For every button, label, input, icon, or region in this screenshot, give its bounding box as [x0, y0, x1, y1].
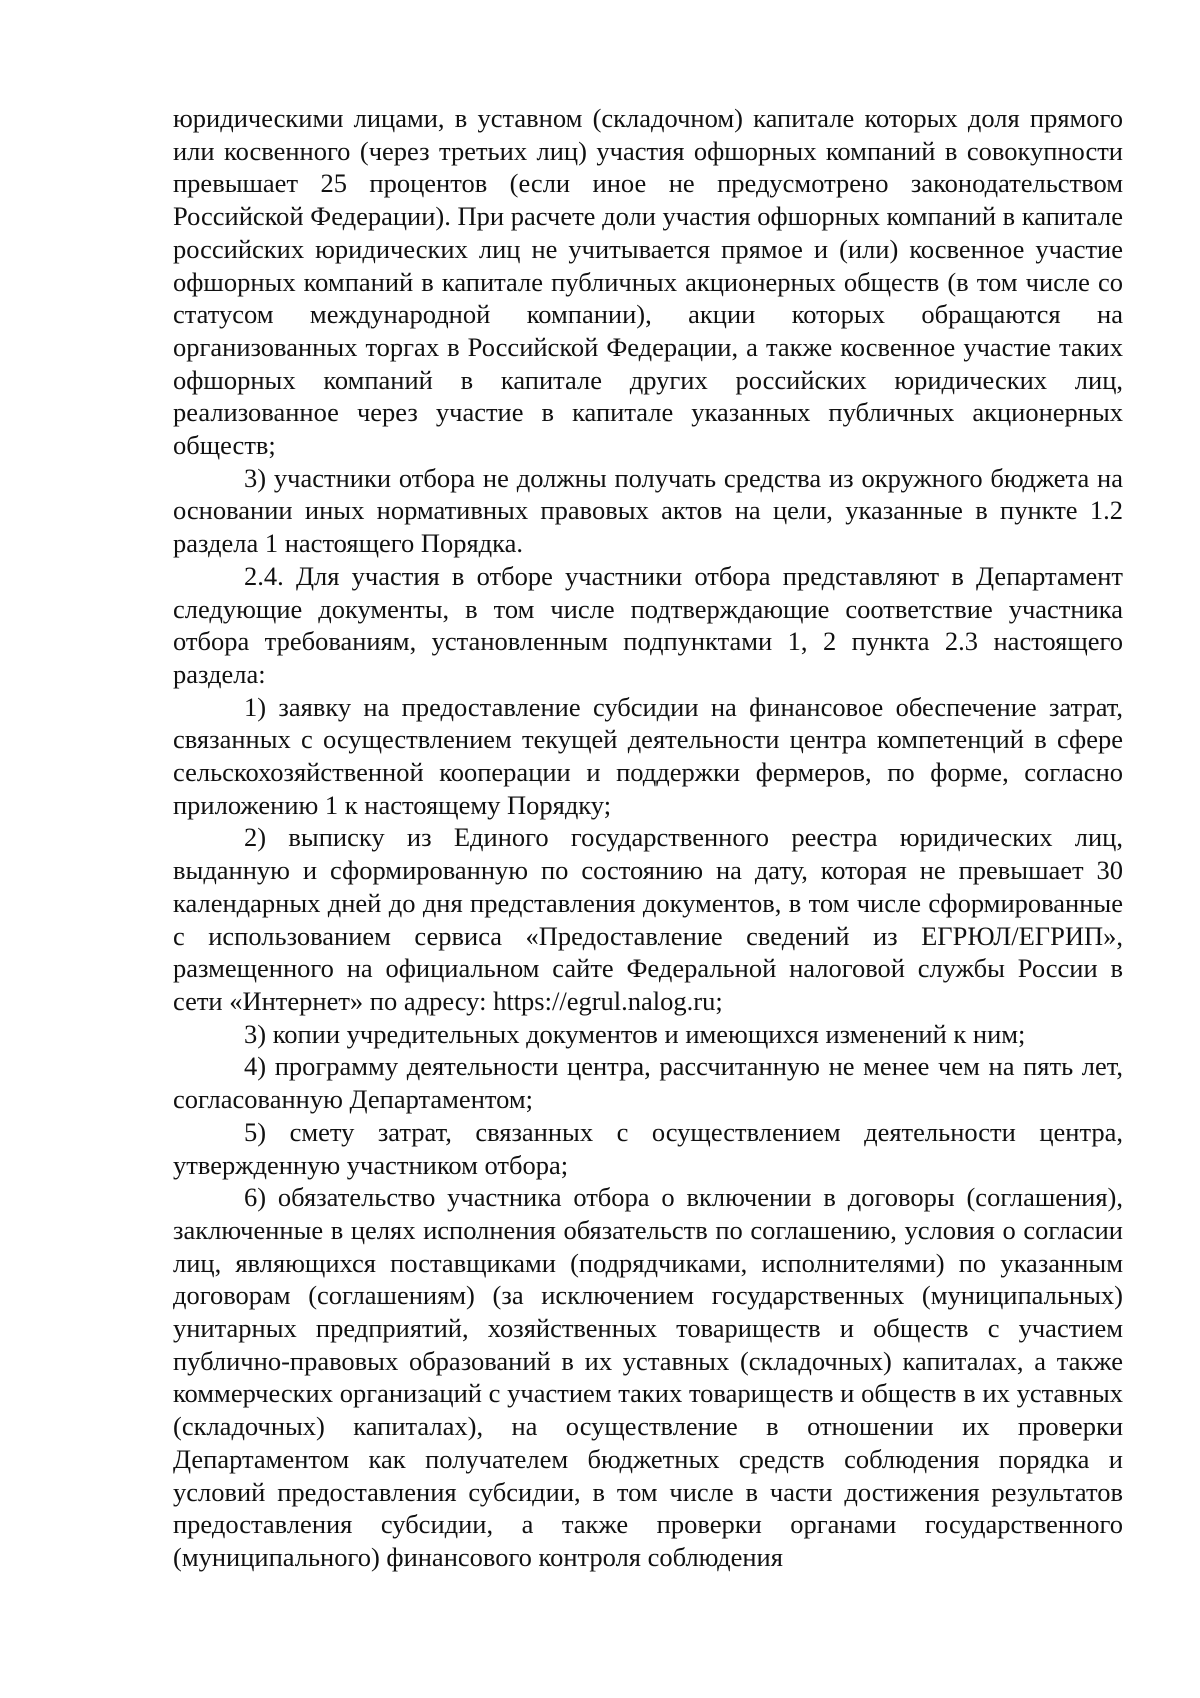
paragraph-continuation: юридическими лицами, в уставном (складочном) капитале которых доля прямого или косвенного (через третьих лиц) участия офшорных компаний в совокупности превышает 25 процентов (если иное не предусмотрено законодательством Российской Федерации). При расчете доли участия офшорных компаний в капитале российских юридических лиц не учитывается прямое и (или) косвенное участие офшорных компаний в капитале публичных акционерных обществ (в том числе со статусом международной компании), акции которых обращаются на организованных торгах в Российской Федерации, а также косвенное участие таких офшорных компаний в капитале других российских юридических лиц, реализованное через участие в капитале указанных публичных акционерных обществ; [173, 103, 1123, 461]
paragraph-item-5-cost-estimate: 5) смету затрат, связанных с осуществлением деятельности центра, утвержденную участником отбора; [173, 1116, 1123, 1180]
paragraph-item-2-egrul-extract: 2) выписку из Единого государственного реестра юридических лиц, выданную и сформированную по состоянию на дату, которая не превышает 30 календарных дней до дня представления документов, в том числе сформированные с использованием сервиса «Предоставление сведений из ЕГРЮЛ/ЕГРИП», размещенного на официальном сайте Федеральной налоговой службы России в сети «Интернет» по адресу: https://egrul.nalog.ru; [173, 822, 1123, 1016]
paragraph-item-1-application: 1) заявку на предоставление субсидии на финансовое обеспечение затрат, связанных с осуществлением текущей деятельности центра компетенций в сфере сельскохозяйственной кооперации и поддержки фермеров, по форме, согласно приложению 1 к настоящему Порядку; [173, 691, 1123, 820]
paragraph-section-2-4: 2.4. Для участия в отборе участники отбора представляют в Департамент следующие документы, в том числе подтверждающие соответствие участника отбора требованиям, установленным подпунктами 1, 2 пункта 2.3 настоящего раздела: [173, 560, 1123, 689]
paragraph-item-3-budget: 3) участники отбора не должны получать средства из окружного бюджета на основании иных нормативных правовых актов на цели, указанные в пункте 1.2 раздела 1 настоящего Порядка. [173, 462, 1123, 559]
paragraph-item-4-program: 4) программу деятельности центра, рассчитанную не менее чем на пять лет, согласованную Департаментом; [173, 1051, 1123, 1115]
paragraph-item-3-charter-copies: 3) копии учредительных документов и имеющихся изменений к ним; [244, 1018, 1026, 1049]
paragraph-item-6-obligation: 6) обязательство участника отбора о включении в договоры (соглашения), заключенные в целях исполнения обязательств по соглашению, условия о согласии лиц, являющихся поставщиками (подрядчиками, исполнителями) по указанным договорам (соглашениям) (за исключением государственных (муниципальных) унитарных предприятий, хозяйственных товариществ и обществ с участием публично-правовых образований в их уставных (складочных) капиталах, а также коммерческих организаций с участием таких товариществ и обществ в их уставных (складочных) капиталах), на осуществление в отношении их проверки Департаментом как получателем бюджетных средств соблюдения порядка и условий предоставления субсидии, в том числе в части достижения результатов предоставления субсидии, а также проверки органами государственного (муниципального) финансового контроля соблюдения [173, 1182, 1123, 1572]
document-body [173, 102, 1123, 1574]
